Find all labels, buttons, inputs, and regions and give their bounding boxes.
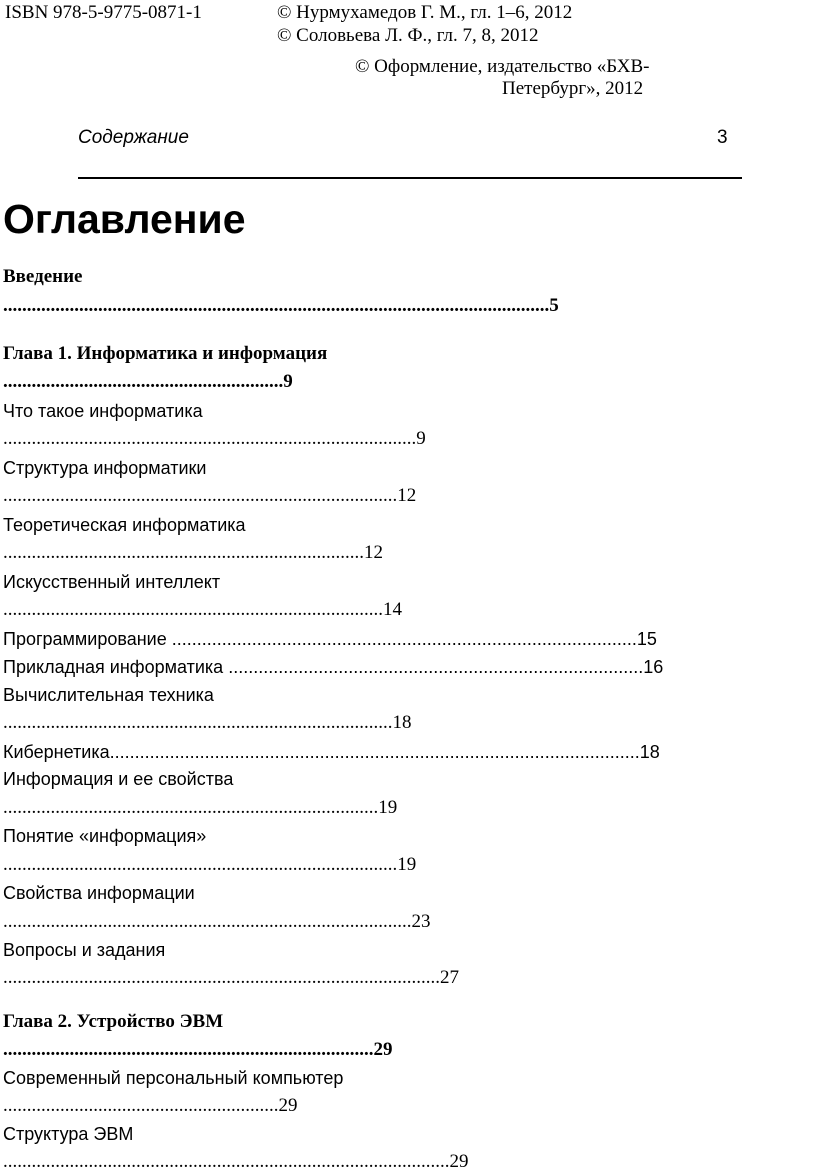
toc-line: Программирование .............................................................................................15 xyxy=(3,629,657,649)
toc-line: Вычислительная техника xyxy=(3,685,214,705)
header-rule xyxy=(78,177,742,179)
toc-line: ...............................................................................19 xyxy=(3,797,398,818)
toc-line: Глава 1. Информатика и информация xyxy=(3,343,328,364)
isbn-text: ISBN 978-5-9775-0871-1 xyxy=(5,2,202,23)
toc-line: ................................................................................14 xyxy=(3,599,402,620)
toc-line: ...........................................................9 xyxy=(3,371,293,392)
toc-line: ..............................................................................................29 xyxy=(3,1151,469,1172)
toc-line: Структура ЭВМ xyxy=(3,1124,134,1144)
running-head-title: Содержание xyxy=(78,127,189,148)
toc-line: Свойства информации xyxy=(3,883,195,903)
toc-line: Искусственный интеллект xyxy=(3,572,221,592)
toc-line: Глава 2. Устройство ЭВМ xyxy=(3,1011,224,1032)
toc-line: Введение xyxy=(3,266,83,287)
toc-line: ............................................................................12 xyxy=(3,542,383,563)
toc-line: ......................................................................................23 xyxy=(3,911,431,932)
toc-line: ...................................................................................19 xyxy=(3,854,417,875)
toc-line: Понятие «информация» xyxy=(3,826,207,846)
page-title: Оглавление xyxy=(3,196,246,242)
copyright-line-3: © Оформление, издательство «БХВ- xyxy=(355,56,650,77)
toc-line: ..............................................................................29 xyxy=(3,1039,393,1060)
toc-line: Прикладная информатика ...................................................................................16 xyxy=(3,657,664,677)
toc-line: Что такое информатика xyxy=(3,401,203,421)
toc-line: Кибернетика..........................................................................................................18 xyxy=(3,742,660,762)
toc-line: .......................................................................................9 xyxy=(3,428,426,449)
toc-line: ..........................................................29 xyxy=(3,1095,298,1116)
toc-line: ..................................................................................18 xyxy=(3,712,412,733)
copyright-line-2: © Соловьева Л. Ф., гл. 7, 8, 2012 xyxy=(277,25,539,46)
toc-line: Вопросы и задания xyxy=(3,940,166,960)
toc-line: ...................................................................................................................5 xyxy=(3,295,559,316)
toc-line: Структура информатики xyxy=(3,458,207,478)
toc-line: Теоретическая информатика xyxy=(3,515,246,535)
toc-line: ...................................................................................12 xyxy=(3,485,417,506)
copyright-line-1: © Нурмухамедов Г. М., гл. 1–6, 2012 xyxy=(277,2,573,23)
copyright-line-4: Петербург», 2012 xyxy=(502,78,644,99)
running-head-page-number: 3 xyxy=(717,127,728,148)
toc-line: Современный персональный компьютер xyxy=(3,1068,344,1088)
toc-line: Информация и ее свойства xyxy=(3,769,234,789)
toc-line: ............................................................................................27 xyxy=(3,967,459,988)
